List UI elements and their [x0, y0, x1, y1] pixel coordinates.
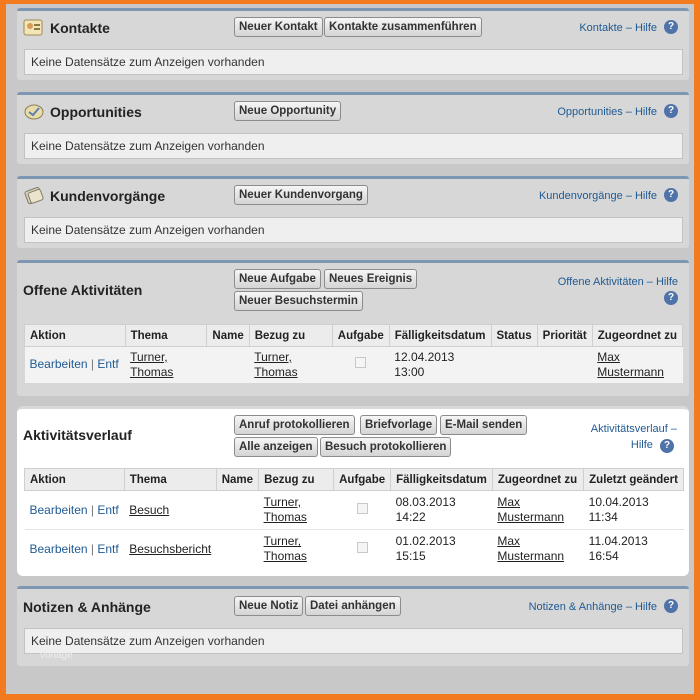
cases-empty-message: Keine Datensätze zum Anzeigen vorhanden [24, 217, 683, 243]
help-line-1: Aktivitätsverlauf – [590, 423, 677, 435]
notes-title: Notizen & Anhänge [23, 599, 151, 615]
col-name[interactable]: Name [207, 325, 249, 347]
priority-cell [537, 347, 592, 383]
help-line-2 [591, 437, 677, 453]
task-checkbox [357, 503, 368, 514]
open-activities-help-link[interactable]: Offene Aktivitäten – Hilfe [557, 276, 678, 288]
new-contact-button[interactable]: Neuer Kontakt [234, 17, 323, 37]
assigned-link[interactable]: Max Mustermann [597, 349, 664, 379]
activity-history-title: Aktivitätsverlauf [23, 427, 132, 443]
letter-template-button[interactable]: Briefvorlage [360, 415, 437, 435]
name-cell [207, 347, 249, 383]
related-link-line-1[interactable]: Turner, [263, 495, 302, 509]
merge-contacts-button[interactable]: Kontakte zusammenführen [324, 17, 482, 37]
opportunity-icon [23, 101, 45, 121]
assigned-link-line-2[interactable]: Mustermann [497, 549, 565, 564]
open-activities-title: Offene Aktivitäten [23, 282, 143, 298]
col-action[interactable]: Aktion [25, 469, 125, 491]
activity-history-help-link[interactable] [591, 421, 677, 453]
attach-file-button[interactable]: Datei anhängen [305, 596, 401, 616]
help-line-2-text: Hilfe [630, 439, 653, 451]
new-note-button[interactable]: Neue Notiz [234, 596, 303, 616]
contacts-panel [17, 8, 689, 80]
col-priority[interactable]: Priorität [537, 325, 592, 347]
col-task[interactable]: Aufgabe [332, 325, 389, 347]
col-status[interactable]: Status [491, 325, 537, 347]
due-date: 01.02.2013 [395, 534, 456, 549]
subject-link[interactable]: Besuchsbericht [129, 541, 212, 556]
assigned-link-line-1[interactable]: Max [497, 495, 521, 509]
task-checkbox [355, 357, 366, 368]
cases-help-icon[interactable]: ? [664, 188, 678, 202]
log-call-button[interactable]: Anruf protokollieren [234, 415, 355, 435]
edit-link[interactable]: Bearbeiten [29, 357, 88, 372]
show-all-button[interactable]: Alle anzeigen [234, 437, 318, 457]
opportunities-help-link[interactable]: Opportunities – Hilfe [557, 106, 657, 118]
table-row [25, 347, 683, 383]
name-cell [216, 530, 258, 569]
contacts-help-link[interactable]: Kontakte – Hilfe [579, 22, 657, 34]
cases-panel [17, 176, 689, 248]
action-separator: | [90, 357, 95, 372]
action-separator: | [90, 541, 95, 556]
subject-link[interactable]: Turner, Thomas [130, 349, 174, 379]
cases-title: Kundenvorgänge [50, 188, 166, 204]
name-cell [216, 491, 258, 530]
notes-panel [17, 586, 689, 666]
opportunities-panel [17, 92, 689, 164]
modified-date: 10.04.2013 [588, 495, 649, 509]
activity-history-help-icon[interactable]: ? [660, 439, 674, 453]
notes-help-link[interactable]: Notizen & Anhänge – Hilfe [528, 601, 657, 613]
col-modified[interactable]: Zuletzt geändert [584, 469, 684, 491]
col-assigned[interactable]: Zugeordnet zu [592, 325, 682, 347]
col-name[interactable]: Name [216, 469, 258, 491]
due-time: 13:00 [394, 364, 425, 379]
cases-help-link[interactable]: Kundenvorgänge – Hilfe [538, 190, 657, 202]
new-event-button[interactable]: Neues Ereignis [324, 269, 417, 289]
col-assigned[interactable]: Zugeordnet zu [492, 469, 583, 491]
col-due-date[interactable]: Fälligkeitsdatum [389, 325, 491, 347]
delete-link[interactable]: Entf [97, 541, 119, 556]
due-date: 08.03.2013 [395, 495, 456, 509]
action-separator: | [90, 502, 95, 517]
new-opportunity-button[interactable]: Neue Opportunity [234, 101, 341, 121]
opportunities-help-icon[interactable]: ? [664, 104, 678, 118]
due-time: 14:22 [395, 510, 426, 524]
notes-empty-message: Keine Datensätze zum Anzeigen vorhanden [24, 628, 683, 654]
due-date: 12.04.2013 [394, 349, 455, 364]
col-subject[interactable]: Thema [124, 469, 216, 491]
col-related[interactable]: Bezug zu [249, 325, 332, 347]
contacts-empty-message: Keine Datensätze zum Anzeigen vorhanden [24, 49, 683, 75]
open-activities-help-icon[interactable]: ? [664, 291, 678, 305]
contacts-help-icon[interactable]: ? [664, 20, 678, 34]
due-time: 15:15 [395, 549, 426, 564]
col-task[interactable]: Aufgabe [334, 469, 391, 491]
contacts-title: Kontakte [50, 20, 110, 36]
send-email-button[interactable]: E-Mail senden [440, 415, 527, 435]
related-link-line-1[interactable]: Turner, [263, 534, 302, 549]
subject-link[interactable]: Besuch [129, 502, 170, 517]
related-link-line-2[interactable]: Thomas [263, 549, 307, 564]
related-link[interactable]: Turner, Thomas [254, 349, 298, 379]
opportunities-empty-message: Keine Datensätze zum Anzeigen vorhanden [24, 133, 683, 159]
edit-link[interactable]: Bearbeiten [29, 502, 88, 517]
watermark: vorlage [40, 650, 73, 661]
notes-help-icon[interactable]: ? [664, 599, 678, 613]
new-task-button[interactable]: Neue Aufgabe [234, 269, 321, 289]
activity-history-table [24, 468, 684, 569]
activity-history-panel [17, 406, 689, 576]
task-checkbox [357, 542, 368, 553]
col-subject[interactable]: Thema [125, 325, 207, 347]
delete-link[interactable]: Entf [97, 502, 119, 517]
col-related[interactable]: Bezug zu [259, 469, 334, 491]
new-visit-button[interactable]: Neuer Besuchstermin [234, 291, 363, 311]
new-case-button[interactable]: Neuer Kundenvorgang [234, 185, 368, 205]
contacts-icon [23, 17, 45, 37]
assigned-link-line-2[interactable]: Mustermann [497, 510, 565, 524]
modified-time: 11:34 [588, 510, 618, 524]
edit-link[interactable]: Bearbeiten [29, 541, 88, 556]
delete-link[interactable]: Entf [97, 357, 119, 372]
log-visit-button[interactable]: Besuch protokollieren [320, 437, 451, 457]
assigned-link-line-1[interactable]: Max [497, 534, 521, 549]
opportunities-title: Opportunities [50, 104, 142, 120]
open-activities-table [24, 324, 683, 383]
table-row [25, 491, 684, 530]
modified-date: 11.04.2013 [588, 534, 648, 549]
col-due-date[interactable]: Fälligkeitsdatum [391, 469, 493, 491]
table-row [25, 530, 684, 569]
related-link-line-2[interactable]: Thomas [263, 510, 307, 524]
case-icon [23, 185, 45, 205]
open-activities-panel [17, 260, 689, 396]
modified-time: 16:54 [588, 549, 619, 564]
col-action[interactable]: Aktion [25, 325, 126, 347]
status-cell [491, 347, 537, 383]
